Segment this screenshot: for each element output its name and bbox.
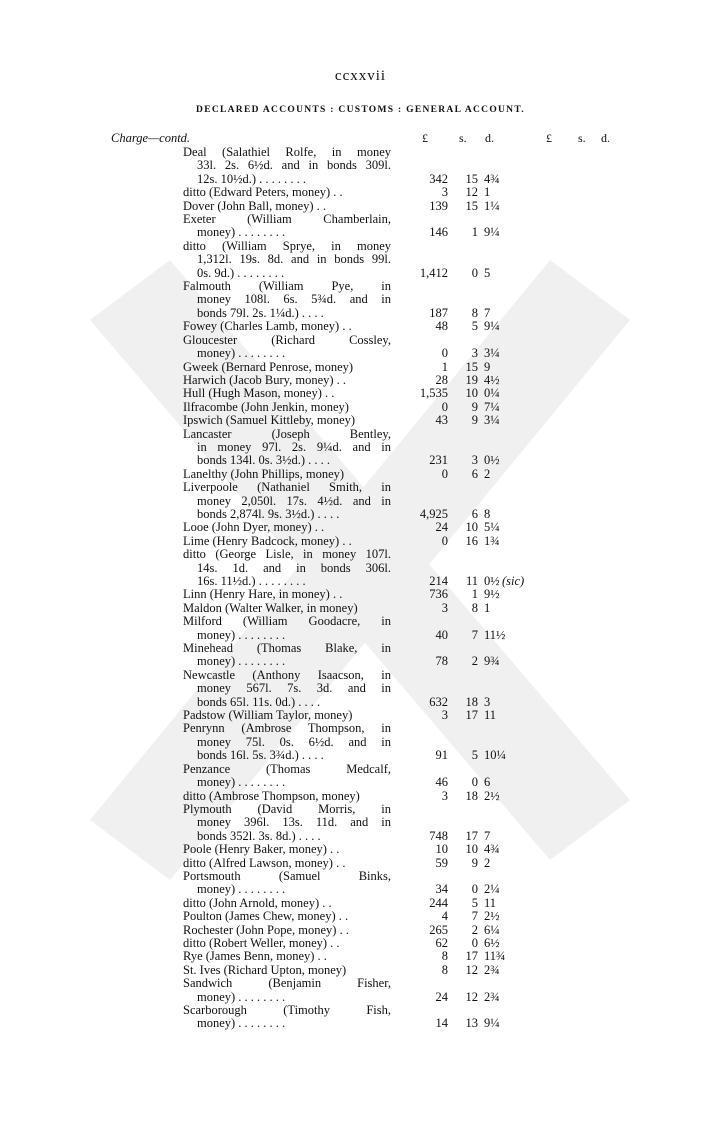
account-entry <box>0 964 721 977</box>
account-entry <box>0 722 721 762</box>
account-entries-list <box>0 146 721 1031</box>
pounds-value: 1,412 <box>419 265 448 280</box>
pounds-value: 139 <box>429 198 448 213</box>
pence-header-2: d. <box>601 131 610 145</box>
entry-line: Exeter (William Chamberlain, <box>183 212 391 227</box>
pence-value: 2½ <box>484 788 500 803</box>
entry-line: Liverpoole (Nathaniel Smith, in <box>183 480 391 495</box>
entry-line: Plymouth (David Morris, in <box>183 801 391 816</box>
pounds-header-2: £ <box>546 131 552 145</box>
pounds-value: 4,925 <box>419 506 448 521</box>
pence-value: 1 <box>484 600 491 615</box>
entry-line: ditto (John Arnold, money) . . <box>183 895 332 910</box>
pence-value: 6 <box>484 775 491 790</box>
entry-line: Gloucester (Richard Cossley, <box>183 332 391 347</box>
entry-line: ditto (William Sprye, in money <box>183 238 391 253</box>
pounds-value: 231 <box>429 453 448 468</box>
pence-value: 3¼ <box>484 413 500 428</box>
account-entry <box>0 428 721 468</box>
entry-line: Lancaster (Joseph Bentley, <box>183 426 391 441</box>
account-entry <box>0 401 721 414</box>
pounds-value: 28 <box>435 372 448 387</box>
entry-line: Falmouth (William Pye, in <box>183 279 391 294</box>
entry-line: Rye (James Benn, money) . . <box>183 949 327 964</box>
entry-line: bonds 134l. 0s. 3½d.) . . . . <box>197 453 330 468</box>
pence-value: 9 <box>484 359 491 374</box>
entry-line: Lime (Henry Badcock, money) . . <box>183 533 352 548</box>
account-entry <box>0 186 721 199</box>
entry-line: money 396l. 13s. 11d. and in <box>197 815 391 830</box>
account-entry <box>0 548 721 588</box>
pence-value: 2 <box>484 466 491 481</box>
pounds-value: 0 <box>441 346 448 361</box>
pounds-value: 40 <box>435 627 448 642</box>
pence-value: 7 <box>484 828 491 843</box>
pounds-value: 3 <box>441 600 448 615</box>
pence-value: 10¼ <box>484 748 506 763</box>
entry-line: Deal (Salathiel Rolfe, in money <box>183 145 391 159</box>
pence-value: 2¾ <box>484 989 500 1004</box>
pence-value: 2¼ <box>484 882 500 897</box>
entry-line: Scarborough (Timothy Fish, <box>183 1003 391 1017</box>
entry-line: money) . . . . . . . . <box>197 654 286 669</box>
account-entry <box>0 790 721 803</box>
pence-value: 9¼ <box>484 1016 500 1031</box>
account-entry <box>0 361 721 374</box>
entry-line: money 75l. 0s. 6½d. and in <box>197 734 391 749</box>
pounds-value: 1 <box>441 359 448 374</box>
account-entry <box>0 977 721 1004</box>
entry-line: Ilfracombe (John Jenkin, money) <box>183 399 349 414</box>
pounds-value: 91 <box>435 748 448 763</box>
entry-line: 33l. 2s. 6½d. and in bonds 309l. <box>197 158 391 173</box>
shillings-value: 17 <box>465 708 478 723</box>
entry-line: 16s. 11½d.) . . . . . . . . <box>197 574 306 588</box>
entry-line: Poole (Henry Baker, money) . . <box>183 842 340 857</box>
shillings-value: 12 <box>465 185 478 200</box>
pounds-value: 8 <box>441 949 448 964</box>
entry-line: money) . . . . . . . . <box>197 346 286 361</box>
shillings-value: 6 <box>471 466 478 481</box>
account-entry <box>0 374 721 387</box>
pounds-value: 146 <box>429 225 448 240</box>
account-entry <box>0 240 721 280</box>
pence-value: 11 <box>484 708 497 723</box>
account-entry <box>0 803 721 843</box>
account-entry <box>0 146 721 186</box>
shillings-value: 15 <box>465 359 478 374</box>
account-entry <box>0 387 721 400</box>
pounds-value: 736 <box>429 587 448 602</box>
shillings-value: 2 <box>471 922 478 937</box>
pence-value: 0½ <box>484 574 500 588</box>
entry-line: Harwich (Jacob Bury, money) . . <box>183 372 347 387</box>
pounds-value: 62 <box>435 935 448 950</box>
pounds-value: 1,535 <box>419 386 448 401</box>
shillings-value: 0 <box>471 935 478 950</box>
account-entry <box>0 924 721 937</box>
pounds-value: 0 <box>441 399 448 414</box>
shillings-value: 11 <box>465 574 478 588</box>
entry-line: in money 97l. 2s. 9¼d. and in <box>197 439 391 454</box>
pounds-value: 78 <box>435 654 448 669</box>
pence-value: 11½ <box>484 627 506 642</box>
pence-value: 4¾ <box>484 842 500 857</box>
account-entry <box>0 535 721 548</box>
entry-line: ditto (Robert Weller, money) . . <box>183 935 340 950</box>
pence-value: 3 <box>484 694 491 709</box>
shillings-value: 0 <box>471 265 478 280</box>
entry-line: Gweek (Bernard Penrose, money) <box>183 359 354 374</box>
shillings-value: 5 <box>471 319 478 334</box>
shillings-header: s. <box>459 131 467 145</box>
page-number: ccxxvii <box>334 68 387 84</box>
entry-line: Looe (John Dyer, money) . . <box>183 520 325 535</box>
account-entry <box>0 615 721 642</box>
pence-value: 9¼ <box>484 225 500 240</box>
entry-line: Rochester (John Pope, money) . . <box>183 922 349 937</box>
pence-value: 7¼ <box>484 399 500 414</box>
pounds-value: 24 <box>435 520 448 535</box>
pounds-value: 632 <box>429 694 448 709</box>
shillings-value: 3 <box>471 453 478 468</box>
shillings-value: 5 <box>471 748 478 763</box>
pounds-value: 48 <box>435 319 448 334</box>
shillings-value: 8 <box>471 600 478 615</box>
shillings-value: 1 <box>471 225 478 240</box>
pence-value: 9¾ <box>484 654 500 669</box>
entry-line: ditto (Alfred Lawson, money) . . <box>183 855 346 870</box>
entry-line: 14s. 1d. and in bonds 306l. <box>197 560 391 575</box>
entry-line: Dover (John Ball, money) . . <box>183 198 327 213</box>
entry-line: money 567l. 7s. 3d. and in <box>197 681 391 696</box>
account-entry <box>0 642 721 669</box>
entry-line: money) . . . . . . . . <box>197 989 286 1004</box>
account-entry <box>0 602 721 615</box>
entry-line: 12s. 10½d.) . . . . . . . . <box>197 171 307 186</box>
shillings-value: 12 <box>465 962 478 977</box>
pounds-value: 46 <box>435 775 448 790</box>
pence-value: 0¼ <box>484 386 500 401</box>
entry-line: ditto (Edward Peters, money) . . <box>183 185 343 200</box>
pounds-value: 59 <box>435 855 448 870</box>
shillings-value: 10 <box>465 386 478 401</box>
entry-line: ditto (Ambrose Thompson, money) <box>183 788 360 803</box>
pence-value: 8 <box>484 506 491 521</box>
entry-line: bonds 16l. 5s. 3¾d.) . . . . <box>197 748 324 763</box>
pence-value: 11¾ <box>484 949 506 964</box>
entry-line: Penrynn (Ambrose Thompson, in <box>183 721 391 736</box>
entry-line: Ipswich (Samuel Kittleby, money) <box>183 413 356 428</box>
entry-line: Maldon (Walter Walker, in money) <box>183 600 358 615</box>
shillings-value: 18 <box>465 694 478 709</box>
shillings-value: 12 <box>465 989 478 1004</box>
account-entry <box>0 870 721 897</box>
shillings-value: 3 <box>471 346 478 361</box>
account-entry <box>0 334 721 361</box>
entry-line: Penzance (Thomas Medcalf, <box>183 761 391 776</box>
account-entry <box>0 320 721 333</box>
pounds-header: £ <box>422 131 428 145</box>
pence-value: 2¾ <box>484 962 500 977</box>
shillings-value: 15 <box>465 198 478 213</box>
entry-line: bonds 2,874l. 9s. 3½d.) . . . . <box>197 506 340 521</box>
shillings-value: 10 <box>465 842 478 857</box>
shillings-value: 13 <box>465 1016 478 1031</box>
pence-value: 1¼ <box>484 198 500 213</box>
shillings-value: 17 <box>465 828 478 843</box>
shillings-value: 17 <box>465 949 478 964</box>
pounds-value: 3 <box>441 708 448 723</box>
account-entry <box>0 588 721 601</box>
pounds-value: 214 <box>429 574 448 588</box>
pence-value: 7 <box>484 305 491 320</box>
entry-line: 0s. 9d.) . . . . . . . . <box>197 265 285 280</box>
pounds-value: 24 <box>435 989 448 1004</box>
account-entry <box>0 213 721 240</box>
shillings-value: 2 <box>471 654 478 669</box>
pence-value: 5¼ <box>484 520 500 535</box>
pence-value: 0½ <box>484 453 500 468</box>
shillings-value: 9 <box>471 399 478 414</box>
pounds-value: 8 <box>441 962 448 977</box>
sic-note: (sic) <box>502 574 525 588</box>
entry-line: money) . . . . . . . . <box>197 775 286 790</box>
shillings-value: 19 <box>465 372 478 387</box>
shillings-value: 1 <box>471 587 478 602</box>
shillings-value: 7 <box>471 909 478 924</box>
shillings-value: 0 <box>471 882 478 897</box>
entry-line: money) . . . . . . . . <box>197 225 286 240</box>
account-entry <box>0 897 721 910</box>
shillings-value: 7 <box>471 627 478 642</box>
pounds-value: 342 <box>429 171 448 186</box>
entry-line: 1,312l. 19s. 8d. and in bonds 99l. <box>197 252 391 267</box>
pence-value: 1 <box>484 185 491 200</box>
account-entry <box>0 843 721 856</box>
entry-line: money) . . . . . . . . <box>197 882 286 897</box>
entry-line: ditto (George Lisle, in money 107l. <box>183 547 391 562</box>
shillings-value: 9 <box>471 855 478 870</box>
pence-value: 4½ <box>484 372 500 387</box>
pence-value: 2½ <box>484 909 500 924</box>
entry-line: Linn (Henry Hare, in money) . . <box>183 587 343 602</box>
pounds-value: 748 <box>429 828 448 843</box>
shillings-value: 16 <box>465 533 478 548</box>
entry-line: money 108l. 6s. 5¾d. and in <box>197 292 391 307</box>
entry-line: Fowey (Charles Lamb, money) . . <box>183 319 352 334</box>
account-entry <box>0 937 721 950</box>
pence-header: d. <box>485 131 494 145</box>
account-entry <box>0 200 721 213</box>
pounds-value: 265 <box>429 922 448 937</box>
pence-value: 1¾ <box>484 533 500 548</box>
pence-value: 5 <box>484 265 491 280</box>
account-entry <box>0 414 721 427</box>
pounds-value: 187 <box>429 305 448 320</box>
entry-line: bonds 65l. 11s. 0d.) . . . . <box>197 694 321 709</box>
entry-line: money) . . . . . . . . <box>197 1016 286 1031</box>
shillings-value: 9 <box>471 413 478 428</box>
shillings-value: 0 <box>471 775 478 790</box>
account-entry <box>0 910 721 923</box>
shillings-value: 15 <box>465 171 478 186</box>
account-entry <box>0 763 721 790</box>
pounds-value: 4 <box>441 909 448 924</box>
pounds-value: 14 <box>435 1016 448 1031</box>
entry-line: Minehead (Thomas Blake, in <box>183 641 391 656</box>
pounds-value: 43 <box>435 413 448 428</box>
shillings-value: 8 <box>471 305 478 320</box>
pence-value: 4¾ <box>484 171 500 186</box>
pounds-value: 34 <box>435 882 448 897</box>
entry-line: Newcastle (Anthony Isaacson, in <box>183 667 391 682</box>
pounds-value: 0 <box>441 533 448 548</box>
pence-value: 3¼ <box>484 346 500 361</box>
entry-line: bonds 79l. 2s. 1¼d.) . . . . <box>197 305 324 320</box>
pence-value: 11 <box>484 895 497 910</box>
charge-label: Charge—contd. <box>111 131 191 145</box>
running-head: DECLARED ACCOUNTS : CUSTOMS : GENERAL ACCOUNT. <box>196 105 525 115</box>
account-entry <box>0 1004 721 1031</box>
entry-line: Milford (William Goodacre, in <box>183 614 391 629</box>
entry-line: money 2,050l. 17s. 4½d. and in <box>197 493 391 508</box>
account-entry <box>0 280 721 320</box>
shillings-value: 10 <box>465 520 478 535</box>
shillings-value: 18 <box>465 788 478 803</box>
shillings-value: 6 <box>471 506 478 521</box>
entry-line: money) . . . . . . . . <box>197 627 286 642</box>
account-entry <box>0 481 721 521</box>
pence-value: 6½ <box>484 935 500 950</box>
entry-line: Portsmouth (Samuel Binks, <box>183 868 391 883</box>
entry-line: bonds 352l. 3s. 8d.) . . . . <box>197 828 321 843</box>
account-entry <box>0 950 721 963</box>
pence-value: 2 <box>484 855 491 870</box>
entry-line: St. Ives (Richard Upton, money) <box>183 962 347 977</box>
shillings-header-2: s. <box>578 131 586 145</box>
pence-value: 9¼ <box>484 319 500 334</box>
account-entry <box>0 521 721 534</box>
entry-line: Poulton (James Chew, money) . . <box>183 909 349 924</box>
pounds-value: 3 <box>441 185 448 200</box>
pounds-value: 244 <box>429 895 448 910</box>
entry-line: Sandwich (Benjamin Fisher, <box>183 976 391 991</box>
shillings-value: 5 <box>471 895 478 910</box>
account-entry <box>0 709 721 722</box>
pounds-value: 3 <box>441 788 448 803</box>
entry-line: Hull (Hugh Mason, money) . . <box>183 386 335 401</box>
pounds-value: 10 <box>435 842 448 857</box>
pence-value: 9½ <box>484 587 500 602</box>
pence-value: 6¼ <box>484 922 500 937</box>
entry-line: Lanelthy (John Phillips, money) <box>183 466 345 481</box>
pounds-value: 0 <box>441 466 448 481</box>
account-entry <box>0 857 721 870</box>
account-entry <box>0 669 721 709</box>
account-entry <box>0 468 721 481</box>
entry-line: Padstow (William Taylor, money) <box>183 708 353 723</box>
